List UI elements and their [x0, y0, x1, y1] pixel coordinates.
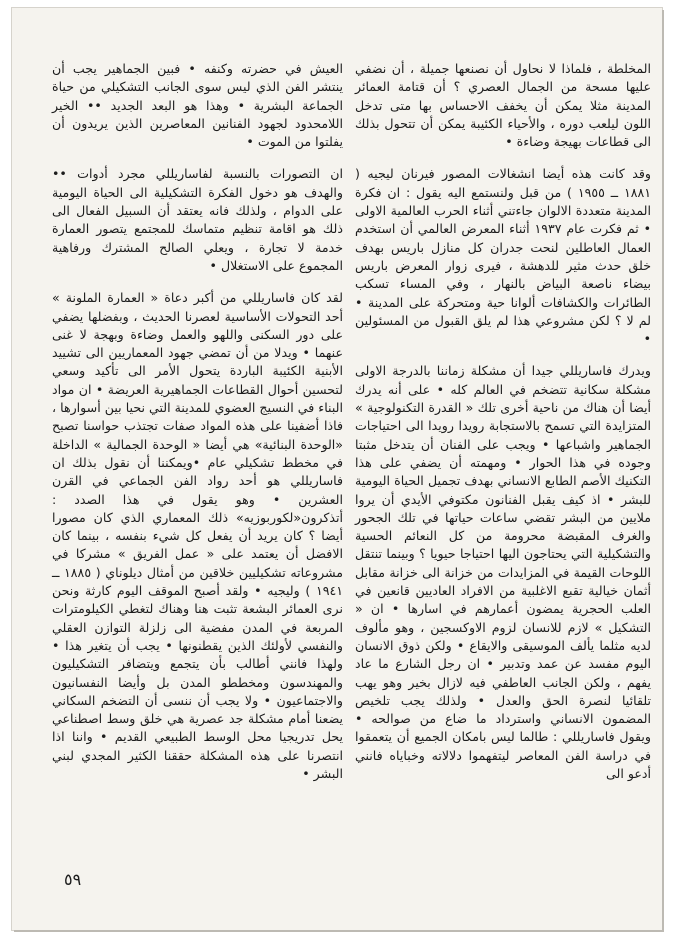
paragraph: ان التصورات بالنسبة لفاساريللي مجرد أدوات •• والهدف هو دخول الفكرة التشكيلية الى الحياة اليومية على الدوام ، ولذلك فانه يعتقد أن السبيل الفعال الى ذلك هو اقامة تنظيم متماسك للمجتمع يتصور العمارة خدمة لا تجارة ، ويعلي الصالح المشترك ورفاهية المجموع على الاستغلال • — [52, 166, 343, 273]
paragraph: المخلطة ، فلماذا لا نحاول أن نصنعها جميلة ، أن نضفي عليها مسحة من الجمال العصري ؟ أن قتامة العمائر المدينة مثلا يمكن أن يخفف الاحساس بها متى تدخل اللون ليلعب دوره ، والأحياء الكئيبة يمكن أن تتحول بذلك الى قطاعات بهيجة وضاءة • — [355, 61, 651, 150]
paragraph: ويدرك فاساريللي جيدا أن مشكلة زماننا بالدرجة الاولى مشكلة سكانية تتضخم في العالم كله • على أنه يدرك أيضا أن هناك من ناحية أخرى تلك « القدرة التكنولوجية » المتزايدة التي تسمح بالاستجابة رويدا رويدا الى احتياجات الجماهير واشباعها • ويجب على الفنان أن يتدخل مثبتا وجوده في هذا الحوار • ومهمته أن يضفي على هذا التكنيك الأصم الطابع الانساني بهدف تجميل الحياة اليومية للبشر • اذ كيف يقبل الفنانون مكتوفي الأيدي أن يروا ملايين من البشر تقضي ساعات حياتها في تلك الجحور والغرف المقبضة محرومة من كل النعائم الحسية والتشكيلية التي يحتاجون اليها احتياجا حيويا ؟ وبينما تنتقل اللوحات القيمة في المزايدات من خزانة الى خزانة مقابل أثمان خيالية تقبع الاغلبية من الافراد العاديين قانعين في العلب الحجرية يمضون أعمارهم في اسارها • ان « التشكيل » لازم للانسان لزوم الاوكسجين ، وهو مألوف لديه مثلما يألف الموسيقى والايقاع • ولكن ذوق الانسان اليوم مفسد عن عمد وتدبير • ان رجل الشارع ما عاد يفهم ، ولكن الجانب العاطفي فيه لازال بخير وهو يهب تلقائيا لنصرة الحق والعدل • ولذلك يجب تلخيص المضمون الانساني واسترداد ما ضاع من صوالحه • ويقول فاساريللي : طالما ليس بامكان الجميع أن يتعمقوا في دراسة الفن المعاصر ليتفهموا دلالاته وخباياه فانني أدعو الى — [355, 363, 651, 781]
paragraph: العيش في حضرته وكنفه • فبين الجماهير يجب أن ينتشر الفن الذي ليس سوى الجانب التشكيلي من حياة الجماعة البشرية • وهذا هو البعد الجديد •• الخير اللامحدود لجهود الفنانين المعاصرين الذين يريدون أن يفلتوا من الموت • — [52, 61, 343, 150]
paragraph: لقد كان فاساريللي من أكبر دعاة « العمارة الملونة » أحد التحولات الأساسية لعصرنا الحديث ، وبفضلها يضفي على دور السكنى واللهو والعمل وضاءة وبهجة لا غنى عنهما • ويدلا من أن تمضي جهود المعماريين الى تشييد الأبنية الكئيبة الباردة يتحول الأمر الى تأكيد وسعي لتحسين أحوال القطاعات الجماهيرية العريضة • ان مواد البناء في النسيج العضوي للمدينة التي نحيا بين أسوارها ، فاذا أضفينا على هذه المواد صفات تجتذب حواسنا تصبح «الوحدة البنائية» هي أيضا « الوحدة الجمالية » الداخلة في مخطط تشكيلي عام •ويمكننا أن نقول بذلك ان فاساريللي هو أحد رواد الفن الجماعي في القرن العشرين • وهو يقول في هذا الصدد : أتذكرون«لكوربوزيه» ذلك المعماري الذي كان مصورا أيضا ؟ كان يريد أن يفعل كل شيء بنفسه ، بينما كان الافضل أن يعتمد على « عمل الفريق » مشركا في مشروعاته تشكيليين خلاقين من أمثال ديلوناي ( ١٨٨٥ ــ ١٩٤١ ) وليجيه • ولقد أصبح الموقف اليوم كارثة ونحن نرى العمائر البشعة تثبت هنا وهناك لتغطي الكيلومترات المربعة في المدن مفضية الى زلزلة التوازن العقلي والنفسي لأولئك الذين يقطنونها • يجب أن يتغير هذا • ولهذا فانني أطالب بأن يتجمع ويتضافر التشكيليون والمهندسون ومخططو المدن بل وأيضا النفسانيون والاجتماعيون • ولا يجب أن ننسى أن التضخم السكاني يضعنا أمام مشكلة جد عصرية هي خلق وسط اصطناعي يحل تدريجيا محل الوسط الطبيعي القديم • واننا اذا انتصرنا على هذه المشكلة حققنا الكثير المجدي لبني البشر • — [52, 290, 344, 781]
left-column — [52, 60, 343, 783]
scanned-page — [12, 8, 662, 930]
right-column — [355, 60, 651, 783]
paragraph: وقد كانت هذه أيضا انشغالات المصور فيرنان ليجيه ( ١٨٨١ ــ ١٩٥٥ ) من قبل ولنستمع اليه يقول : ان فكرة المدينة متعددة الالوان جاءتني أثناء الحرب العالمية الاولى • ثم فكرت عام ١٩٣٧ أثناء المعرض العالمي أن استخدم العمال العاطلين لنحت جدران كل منازل باريس بهدف خلق حدث مثير للدهشة ، فيرى زوار المعرض باريس بيضاء ناصعة البياض بالنهار ، وفي المساء تسكب الطائرات والكشافات ألوانا حية ومتحركة على المدينة • لم لا ؟ لكن مشروعي هذا لم يلق القبول من المسئولين • — [355, 166, 651, 347]
page-number: ٥٩ — [64, 870, 82, 889]
